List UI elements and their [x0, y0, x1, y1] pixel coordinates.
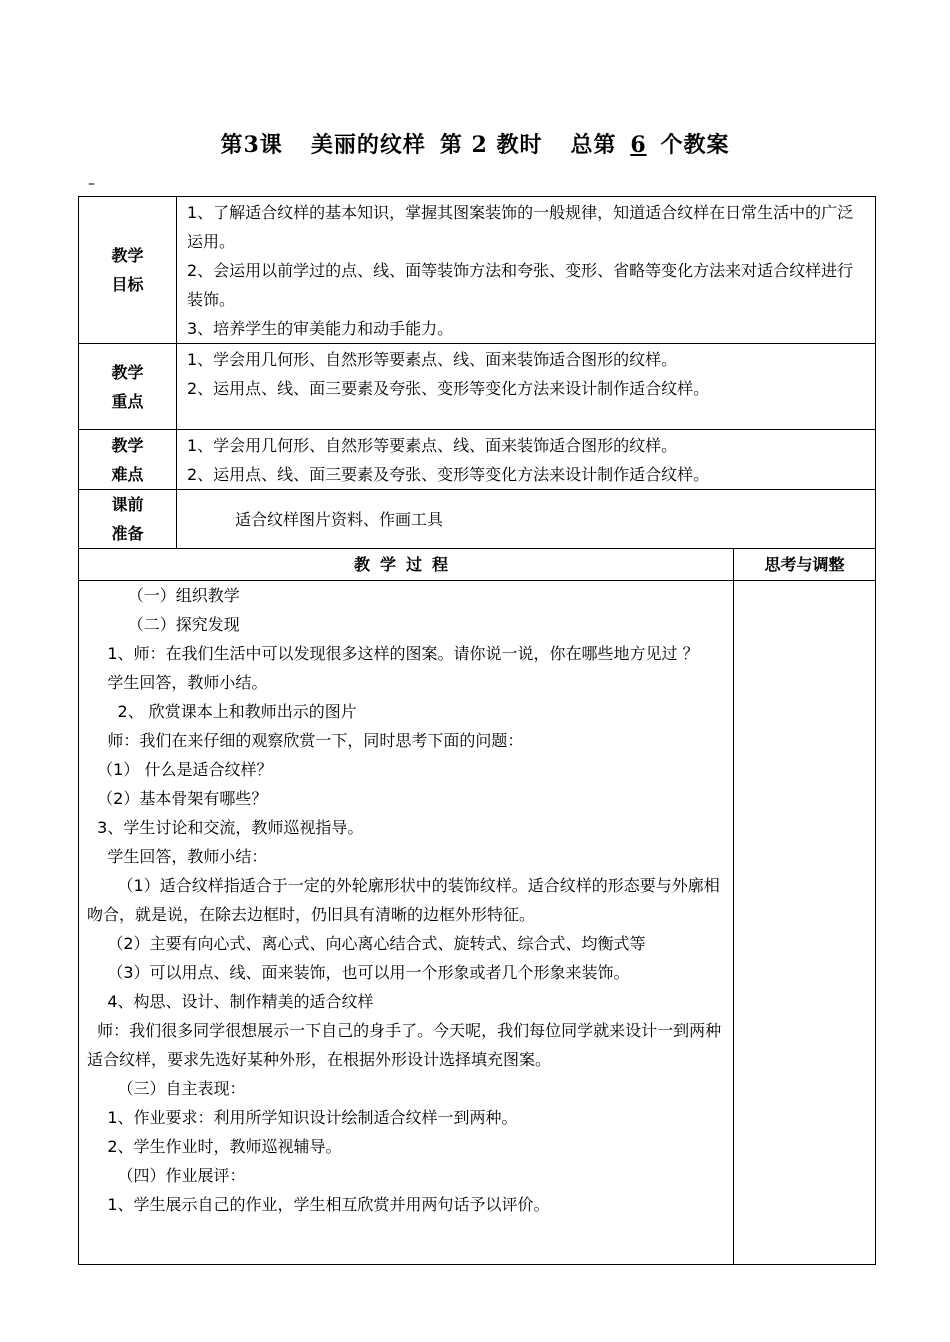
key-points-content — [177, 344, 876, 430]
process-heading: 教学过程 — [79, 549, 734, 581]
difficulties-row — [79, 430, 876, 490]
page-title — [0, 128, 950, 159]
reflection-content — [734, 581, 876, 1265]
reflection-heading: 思考与调整 — [734, 549, 876, 581]
process-line: 4、构思、设计、制作精美的适合纹样 — [87, 992, 374, 1011]
total-suffix: 个教案 — [660, 132, 730, 158]
process-content — [79, 581, 734, 1265]
objectives-content — [177, 197, 876, 344]
process-line: 2、 欣赏课本上和教师出示的图片 — [87, 702, 357, 721]
process-row — [79, 581, 876, 1265]
process-line: 学生回答，教师小结： — [87, 847, 268, 866]
key-points-label: 教学 重点 — [79, 344, 177, 430]
difficulty-item: 2、运用点、线、面三要素及夸张、变形等变化方法来设计制作适合纹样。 — [187, 465, 710, 484]
process-line: （四）作业展评： — [87, 1166, 246, 1185]
difficulty-item: 1、学会用几何形、自然形等要素点、线、面来装饰适合图形的纹样。 — [187, 436, 678, 455]
objective-item: 3、培养学生的审美能力和动手能力。 — [187, 319, 454, 338]
process-line: 2、学生作业时，教师巡视辅导。 — [87, 1137, 342, 1156]
objective-item: 1、了解适合纹样的基本知识，掌握其图案装饰的一般规律，知道适合纹样在日常生活中的广泛运用。 — [187, 203, 854, 251]
lesson-plan-table — [78, 196, 876, 1265]
key-points-row — [79, 344, 876, 430]
lesson-number: 第3课 — [220, 132, 283, 158]
total-prefix: 总第 — [570, 132, 617, 158]
process-line: 3、学生讨论和交流，教师巡视指导。 — [87, 818, 364, 837]
preparation-content — [177, 490, 876, 549]
objective-item: 2、会运用以前学过的点、线、面等装饰方法和夸张、变形、省略等变化方法来对适合纹样进行装饰。 — [187, 261, 854, 309]
process-line: 1、作业要求：利用所学知识设计绘制适合纹样一到两种。 — [87, 1108, 518, 1127]
process-line: 师：我们在来仔细的观察欣赏一下，同时思考下面的问题： — [87, 731, 524, 750]
process-line: （二）探究发现 — [87, 615, 240, 634]
lesson-topic: 美丽的纹样 — [310, 132, 426, 158]
objectives-row — [79, 197, 876, 344]
process-line: （1） 什么是适合纹样？ — [87, 760, 273, 779]
process-line: （3）可以用点、线、面来装饰，也可以用一个形象或者几个形象来装饰。 — [87, 963, 630, 982]
process-line: 1、师：在我们生活中可以发现很多这样的图案。请你说一说，你在哪些地方见过 ？ — [87, 644, 699, 663]
stray-mark: – — [88, 176, 95, 192]
total-number: 6 — [630, 132, 647, 158]
process-line: （2）基本骨架有哪些？ — [87, 789, 268, 808]
objectives-label: 教学 目标 — [79, 197, 177, 344]
preparation-label: 课前 准备 — [79, 490, 177, 549]
key-point-item: 1、学会用几何形、自然形等要素点、线、面来装饰适合图形的纹样。 — [187, 350, 678, 369]
difficulties-content — [177, 430, 876, 490]
difficulties-label: 教学 难点 — [79, 430, 177, 490]
process-line: （三）自主表现： — [87, 1079, 246, 1098]
preparation-row — [79, 490, 876, 549]
process-line: （2）主要有向心式、离心式、向心离心结合式、旋转式、综合式、均衡式等 — [87, 934, 646, 953]
lesson-period: 第 2 教时 — [439, 132, 543, 158]
process-line: 1、学生展示自己的作业，学生相互欣赏并用两句话予以评价。 — [87, 1195, 550, 1214]
process-line: 学生回答，教师小结。 — [87, 673, 268, 692]
process-line: （1）适合纹样指适合于一定的外轮廓形状中的装饰纹样。适合纹样的形态要与外廓相吻合，就是说，在除去边框时，仍旧具有清晰的边框外形特征。 — [87, 876, 720, 924]
process-line: （一）组织教学 — [87, 586, 240, 605]
process-line: 师：我们很多同学很想展示一下自己的身手了。今天呢，我们每位同学就来设计一到两种适合纹样，要求先选好某种外形，在根据外形设计选择填充图案。 — [87, 1021, 722, 1069]
process-header-row — [79, 549, 876, 581]
preparation-text: 适合纹样图片资料、作画工具 — [235, 510, 444, 529]
key-point-item: 2、运用点、线、面三要素及夸张、变形等变化方法来设计制作适合纹样。 — [187, 379, 710, 398]
